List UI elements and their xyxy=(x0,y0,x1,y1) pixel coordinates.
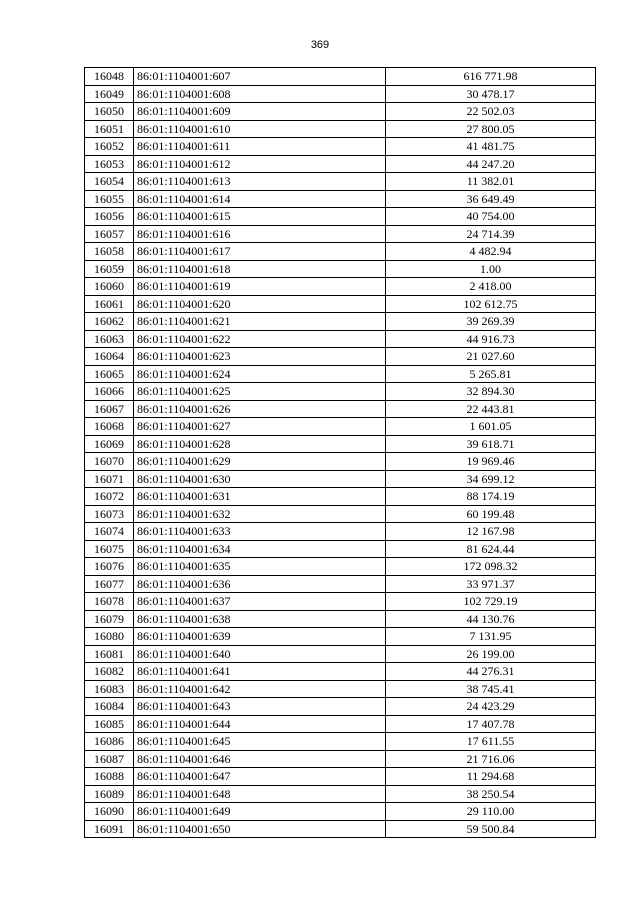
cadastral-number-cell: 86:01:1104001:611 xyxy=(134,138,386,156)
row-number-cell: 16068 xyxy=(85,418,134,436)
row-number-cell: 16052 xyxy=(85,138,134,156)
row-number-cell: 16051 xyxy=(85,120,134,138)
row-number-cell: 16071 xyxy=(85,470,134,488)
cadastral-value-cell: 1 601.05 xyxy=(386,418,596,436)
table-row xyxy=(85,313,596,331)
cadastral-value-cell: 44 916.73 xyxy=(386,330,596,348)
cadastral-number-cell: 86:01:1104001:650 xyxy=(134,820,386,838)
table-row xyxy=(85,523,596,541)
cadastral-number-cell: 86:01:1104001:635 xyxy=(134,558,386,576)
cadastral-number-cell: 86:01:1104001:620 xyxy=(134,295,386,313)
table-row xyxy=(85,348,596,366)
cadastral-value-cell: 39 269.39 xyxy=(386,313,596,331)
cadastral-number-cell: 86:01:1104001:619 xyxy=(134,278,386,296)
table-row xyxy=(85,663,596,681)
cadastral-number-cell: 86:01:1104001:632 xyxy=(134,505,386,523)
row-number-cell: 16055 xyxy=(85,190,134,208)
cadastral-number-cell: 86:01:1104001:634 xyxy=(134,540,386,558)
table-row xyxy=(85,628,596,646)
table-row xyxy=(85,190,596,208)
row-number-cell: 16056 xyxy=(85,208,134,226)
cadastral-number-cell: 86:01:1104001:642 xyxy=(134,680,386,698)
cadastral-number-cell: 86:01:1104001:614 xyxy=(134,190,386,208)
table-row xyxy=(85,803,596,821)
table-row xyxy=(85,470,596,488)
table-row xyxy=(85,785,596,803)
table-row xyxy=(85,558,596,576)
cadastral-number-cell: 86:01:1104001:617 xyxy=(134,243,386,261)
table-row xyxy=(85,505,596,523)
row-number-cell: 16062 xyxy=(85,313,134,331)
table-row xyxy=(85,645,596,663)
cadastral-number-cell: 86:01:1104001:639 xyxy=(134,628,386,646)
row-number-cell: 16072 xyxy=(85,488,134,506)
cadastral-value-cell: 44 247.20 xyxy=(386,155,596,173)
table-row xyxy=(85,260,596,278)
cadastral-value-cell: 2 418.00 xyxy=(386,278,596,296)
cadastral-number-cell: 86:01:1104001:628 xyxy=(134,435,386,453)
cadastral-number-cell: 86:01:1104001:641 xyxy=(134,663,386,681)
row-number-cell: 16073 xyxy=(85,505,134,523)
cadastral-number-cell: 86:01:1104001:636 xyxy=(134,575,386,593)
cadastral-value-cell: 7 131.95 xyxy=(386,628,596,646)
table-row xyxy=(85,138,596,156)
table-row xyxy=(85,435,596,453)
table-row xyxy=(85,733,596,751)
row-number-cell: 16090 xyxy=(85,803,134,821)
cadastral-value-cell: 88 174.19 xyxy=(386,488,596,506)
cadastral-value-cell: 22 443.81 xyxy=(386,400,596,418)
row-number-cell: 16076 xyxy=(85,558,134,576)
cadastral-value-cell: 102 612.75 xyxy=(386,295,596,313)
cadastral-value-cell: 60 199.48 xyxy=(386,505,596,523)
table-row xyxy=(85,418,596,436)
table-row xyxy=(85,820,596,838)
row-number-cell: 16078 xyxy=(85,593,134,611)
row-number-cell: 16085 xyxy=(85,715,134,733)
row-number-cell: 16060 xyxy=(85,278,134,296)
row-number-cell: 16082 xyxy=(85,663,134,681)
table-row xyxy=(85,698,596,716)
cadastral-number-cell: 86:01:1104001:649 xyxy=(134,803,386,821)
cadastral-number-cell: 86:01:1104001:646 xyxy=(134,750,386,768)
cadastral-value-cell: 11 294.68 xyxy=(386,768,596,786)
row-number-cell: 16057 xyxy=(85,225,134,243)
row-number-cell: 16091 xyxy=(85,820,134,838)
cadastral-number-cell: 86:01:1104001:648 xyxy=(134,785,386,803)
cadastral-value-cell: 12 167.98 xyxy=(386,523,596,541)
cadastral-value-cell: 39 618.71 xyxy=(386,435,596,453)
cadastral-value-cell: 102 729.19 xyxy=(386,593,596,611)
cadastral-number-cell: 86:01:1104001:626 xyxy=(134,400,386,418)
row-number-cell: 16081 xyxy=(85,645,134,663)
cadastral-number-cell: 86:01:1104001:616 xyxy=(134,225,386,243)
cadastral-value-cell: 17 407.78 xyxy=(386,715,596,733)
cadastral-value-cell: 27 800.05 xyxy=(386,120,596,138)
cadastral-value-cell: 26 199.00 xyxy=(386,645,596,663)
cadastral-number-cell: 86:01:1104001:608 xyxy=(134,85,386,103)
row-number-cell: 16058 xyxy=(85,243,134,261)
row-number-cell: 16066 xyxy=(85,383,134,401)
row-number-cell: 16065 xyxy=(85,365,134,383)
cadastral-value-cell: 24 423.29 xyxy=(386,698,596,716)
row-number-cell: 16049 xyxy=(85,85,134,103)
cadastral-number-cell: 86:01:1104001:609 xyxy=(134,103,386,121)
cadastral-value-cell: 81 624.44 xyxy=(386,540,596,558)
table-row xyxy=(85,610,596,628)
table-row xyxy=(85,768,596,786)
cadastral-value-cell: 38 250.54 xyxy=(386,785,596,803)
table-row xyxy=(85,225,596,243)
table-row xyxy=(85,208,596,226)
cadastral-number-cell: 86:01:1104001:627 xyxy=(134,418,386,436)
row-number-cell: 16074 xyxy=(85,523,134,541)
table-row xyxy=(85,278,596,296)
table-row xyxy=(85,365,596,383)
cadastral-number-cell: 86:01:1104001:643 xyxy=(134,698,386,716)
table-row xyxy=(85,295,596,313)
row-number-cell: 16067 xyxy=(85,400,134,418)
table-body xyxy=(85,68,596,838)
cadastral-value-cell: 36 649.49 xyxy=(386,190,596,208)
table-row xyxy=(85,680,596,698)
cadastral-number-cell: 86:01:1104001:645 xyxy=(134,733,386,751)
cadastral-number-cell: 86:01:1104001:638 xyxy=(134,610,386,628)
cadastral-value-cell: 29 110.00 xyxy=(386,803,596,821)
table-row xyxy=(85,173,596,191)
cadastral-number-cell: 86:01:1104001:630 xyxy=(134,470,386,488)
table-row xyxy=(85,575,596,593)
cadastral-number-cell: 86:01:1104001:631 xyxy=(134,488,386,506)
table-row xyxy=(85,488,596,506)
cadastral-number-cell: 86:01:1104001:625 xyxy=(134,383,386,401)
cadastral-value-cell: 33 971.37 xyxy=(386,575,596,593)
cadastral-value-cell: 21 027.60 xyxy=(386,348,596,366)
row-number-cell: 16048 xyxy=(85,68,134,86)
cadastral-value-cell: 24 714.39 xyxy=(386,225,596,243)
row-number-cell: 16089 xyxy=(85,785,134,803)
table-row xyxy=(85,593,596,611)
row-number-cell: 16079 xyxy=(85,610,134,628)
cadastral-value-table xyxy=(84,67,596,838)
cadastral-number-cell: 86:01:1104001:629 xyxy=(134,453,386,471)
row-number-cell: 16053 xyxy=(85,155,134,173)
row-number-cell: 16080 xyxy=(85,628,134,646)
row-number-cell: 16087 xyxy=(85,750,134,768)
table-row xyxy=(85,750,596,768)
cadastral-number-cell: 86:01:1104001:623 xyxy=(134,348,386,366)
cadastral-value-cell: 1.00 xyxy=(386,260,596,278)
table-row xyxy=(85,243,596,261)
table-row xyxy=(85,155,596,173)
cadastral-value-cell: 32 894.30 xyxy=(386,383,596,401)
cadastral-value-cell: 17 611.55 xyxy=(386,733,596,751)
cadastral-value-cell: 5 265.81 xyxy=(386,365,596,383)
row-number-cell: 16069 xyxy=(85,435,134,453)
table-row xyxy=(85,540,596,558)
row-number-cell: 16070 xyxy=(85,453,134,471)
table-row xyxy=(85,120,596,138)
cadastral-number-cell: 86:01:1104001:612 xyxy=(134,155,386,173)
table-row xyxy=(85,330,596,348)
cadastral-number-cell: 86:01:1104001:618 xyxy=(134,260,386,278)
cadastral-number-cell: 86:01:1104001:610 xyxy=(134,120,386,138)
row-number-cell: 16061 xyxy=(85,295,134,313)
cadastral-value-cell: 4 482.94 xyxy=(386,243,596,261)
table-row xyxy=(85,453,596,471)
cadastral-number-cell: 86:01:1104001:615 xyxy=(134,208,386,226)
cadastral-number-cell: 86:01:1104001:633 xyxy=(134,523,386,541)
page-number: 369 xyxy=(310,39,330,51)
cadastral-value-cell: 34 699.12 xyxy=(386,470,596,488)
row-number-cell: 16054 xyxy=(85,173,134,191)
table-row xyxy=(85,400,596,418)
table-row xyxy=(85,85,596,103)
table-row xyxy=(85,383,596,401)
cadastral-value-cell: 30 478.17 xyxy=(386,85,596,103)
cadastral-number-cell: 86:01:1104001:613 xyxy=(134,173,386,191)
row-number-cell: 16075 xyxy=(85,540,134,558)
cadastral-value-cell: 21 716.06 xyxy=(386,750,596,768)
cadastral-value-cell: 59 500.84 xyxy=(386,820,596,838)
row-number-cell: 16050 xyxy=(85,103,134,121)
row-number-cell: 16059 xyxy=(85,260,134,278)
cadastral-value-cell: 19 969.46 xyxy=(386,453,596,471)
cadastral-number-cell: 86:01:1104001:622 xyxy=(134,330,386,348)
cadastral-value-cell: 41 481.75 xyxy=(386,138,596,156)
row-number-cell: 16064 xyxy=(85,348,134,366)
cadastral-value-cell: 38 745.41 xyxy=(386,680,596,698)
cadastral-value-cell: 616 771.98 xyxy=(386,68,596,86)
cadastral-number-cell: 86:01:1104001:647 xyxy=(134,768,386,786)
cadastral-number-cell: 86:01:1104001:640 xyxy=(134,645,386,663)
cadastral-number-cell: 86:01:1104001:621 xyxy=(134,313,386,331)
cadastral-number-cell: 86:01:1104001:624 xyxy=(134,365,386,383)
table-row xyxy=(85,68,596,86)
cadastral-value-cell: 40 754.00 xyxy=(386,208,596,226)
row-number-cell: 16077 xyxy=(85,575,134,593)
row-number-cell: 16088 xyxy=(85,768,134,786)
cadastral-value-cell: 172 098.32 xyxy=(386,558,596,576)
cadastral-value-cell: 22 502.03 xyxy=(386,103,596,121)
cadastral-number-cell: 86:01:1104001:644 xyxy=(134,715,386,733)
row-number-cell: 16084 xyxy=(85,698,134,716)
cadastral-value-cell: 11 382.01 xyxy=(386,173,596,191)
table-row xyxy=(85,715,596,733)
cadastral-number-cell: 86:01:1104001:637 xyxy=(134,593,386,611)
cadastral-value-cell: 44 130.76 xyxy=(386,610,596,628)
row-number-cell: 16083 xyxy=(85,680,134,698)
cadastral-number-cell: 86:01:1104001:607 xyxy=(134,68,386,86)
table-row xyxy=(85,103,596,121)
row-number-cell: 16063 xyxy=(85,330,134,348)
cadastral-value-cell: 44 276.31 xyxy=(386,663,596,681)
row-number-cell: 16086 xyxy=(85,733,134,751)
